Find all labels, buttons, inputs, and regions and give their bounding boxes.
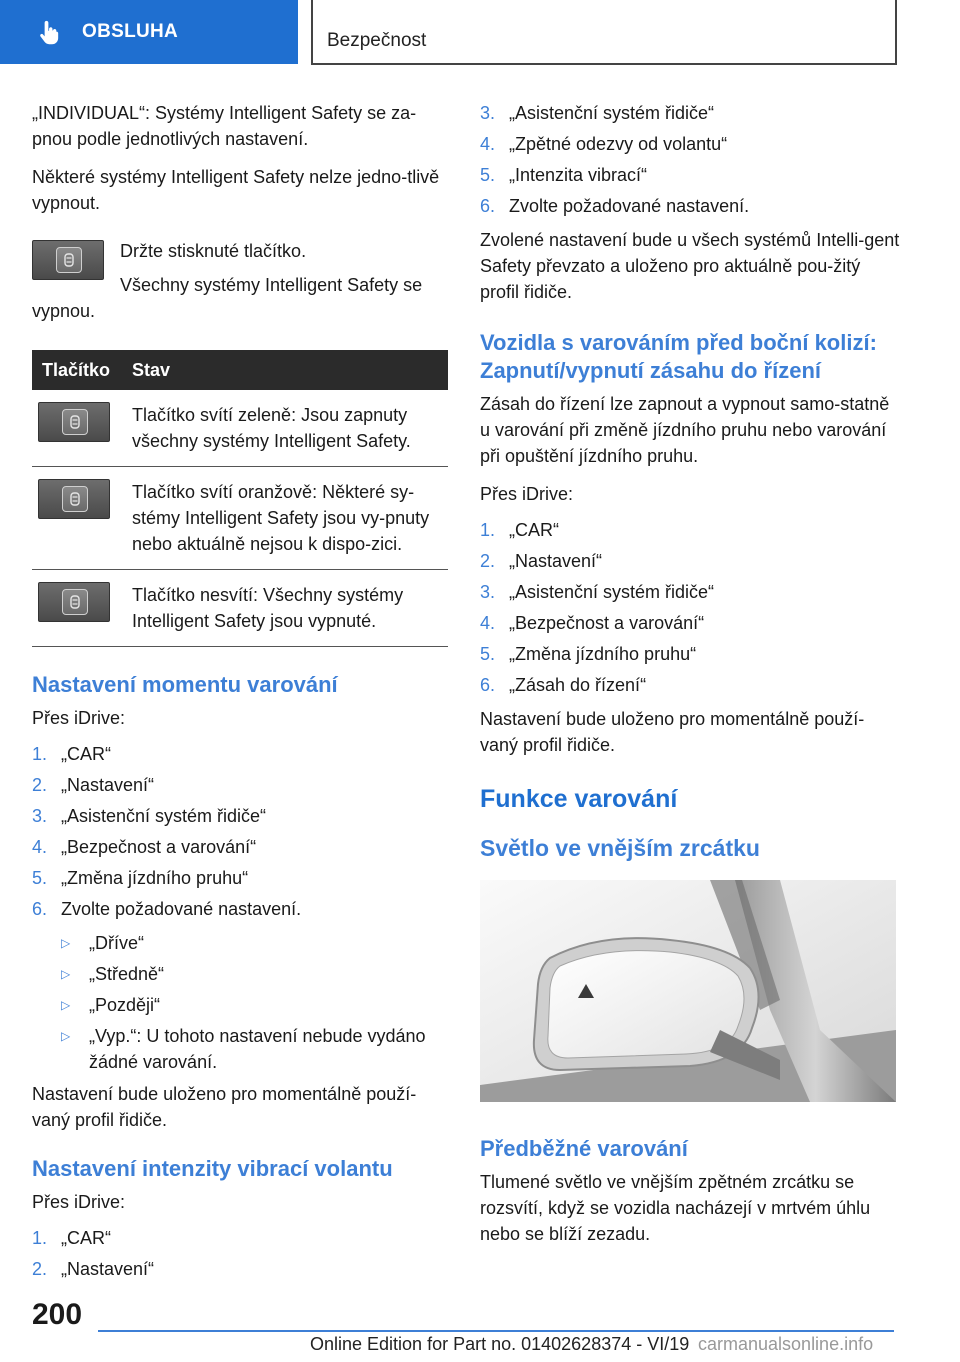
profile-note: Nastavení bude uloženo pro momentálně použí‐vaný profil řidiče. [32, 1084, 417, 1130]
watermark-text: carmanualsonline.info [698, 1334, 874, 1354]
page-number: 200 [32, 1298, 83, 1331]
section-label: OBSLUHA [82, 21, 179, 42]
table-row [32, 570, 448, 647]
profile-note: Zvolené nastavení bude u všech systémů Intelli‐gent Safety převzato a uloženo pro aktuálně pou‐žitý profil řidiče. [480, 230, 900, 302]
hand-pointer-icon [36, 18, 64, 46]
section-heading: Nastavení momentu varování [32, 672, 338, 697]
chapter-label: Bezpečnost [327, 30, 427, 51]
table-cell-state: Tlačítko svítí oranžově: Některé sy‐stémy Intelligent Safety jsou vy‐pnuty nebo aktuálně nejsou k dispo‐zici. [124, 467, 448, 570]
section-tab[interactable] [0, 0, 298, 64]
intro-paragraph-2: Některé systémy Intelligent Safety nelze jedno‐tlivě vypnout. [32, 167, 440, 213]
via-idrive: Přes iDrive: [480, 484, 574, 504]
list-item: 3. „Asistenční systém řidiče“ [480, 103, 715, 123]
table-cell-state: Tlačítko nesvítí: Všechny systémy Intelligent Safety jsou vypnuté. [124, 570, 448, 647]
list-item: 3. „Asistenční systém řidiče“ [480, 582, 715, 602]
section-heading: Vozidla s varováním před boční kolizí: Zapnutí/vypnutí zásahu do řízení [480, 330, 877, 383]
list-item: 6. Zvolte požadované nastavení. [480, 196, 750, 216]
table-header-state: Stav [124, 350, 448, 390]
right-column [480, 100, 900, 1259]
side-mirror-image [480, 880, 896, 1102]
safety-button-image [32, 240, 104, 280]
safety-car-icon [67, 414, 83, 430]
table-row [32, 390, 448, 467]
steps-list [32, 741, 450, 922]
via-idrive: Přes iDrive: [32, 708, 126, 728]
list-item: 4. „Bezpečnost a varování“ [480, 613, 705, 633]
safety-car-icon [67, 491, 83, 507]
footer-divider [98, 1330, 894, 1332]
all-off-text: Všechny systémy Intelligent Safety se vypnou. [32, 275, 423, 321]
list-item: ▷ „Dříve“ [61, 930, 450, 956]
safety-button-image [38, 479, 110, 519]
hold-text: Držte stisknuté tlačítko. [120, 241, 307, 261]
list-item: 5. „Změna jízdního pruhu“ [480, 644, 697, 664]
steps-list [480, 100, 900, 219]
safety-car-icon [67, 594, 83, 610]
list-item: 5. „Intenzita vibrací“ [480, 165, 648, 185]
list-item: 5. „Změna jízdního pruhu“ [32, 868, 249, 888]
hold-instruction [32, 238, 450, 336]
steps-list [480, 517, 900, 698]
left-column [32, 100, 450, 1290]
safety-button-image [38, 582, 110, 622]
list-item: 2. „Nastavení“ [480, 551, 603, 571]
table-row [32, 467, 448, 570]
triangle-bullet-icon: ▷ [61, 1029, 71, 1043]
list-item: 4. „Bezpečnost a varování“ [32, 837, 257, 857]
triangle-bullet-icon: ▷ [61, 936, 71, 950]
section-heading: Nastavení intenzity vibrací volantu [32, 1156, 393, 1181]
status-table [32, 350, 448, 647]
intro-paragraph: „INDIVIDUAL“: Systémy Intelligent Safety se za‐pnou podle jednotlivých nastavení. [32, 103, 417, 149]
profile-note: Nastavení bude uloženo pro momentálně použí‐vaný profil řidiče. [480, 709, 865, 755]
via-idrive: Přes iDrive: [32, 1192, 126, 1212]
main-heading: Funkce varování [480, 785, 678, 813]
chapter-tab[interactable] [311, 0, 897, 65]
section-text: Tlumené světlo ve vnějším zpětném zrcátku se rozsvítí, když se vozidla nacházejí v mrtvém úhlu nebo se blíží zezadu. [480, 1172, 871, 1244]
safety-car-icon [61, 252, 77, 268]
table-cell-state: Tlačítko svítí zeleně: Jsou zapnuty všechny systémy Intelligent Safety. [124, 390, 448, 467]
list-item: 6. Zvolte požadované nastavení. [32, 899, 302, 919]
edition-text: Online Edition for Part no. 01402628374 - VI/19 [310, 1334, 690, 1354]
list-item: 2. „Nastavení“ [32, 1259, 155, 1279]
list-item: 1. „CAR“ [32, 1228, 111, 1248]
section-text: Zásah do řízení lze zapnout a vypnout samo‐statně u varování při změně jízdního pruhu nebo varování při opuštění jízdního pruhu. [480, 394, 890, 466]
list-item: 2. „Nastavení“ [32, 775, 155, 795]
list-item: 6. „Zásah do řízení“ [480, 675, 647, 695]
list-item: ▷ „Vyp.“: U tohoto nastavení nebude vydáno žádné varování. [61, 1023, 450, 1075]
list-item: 4. „Zpětné odezvy od volantu“ [480, 134, 728, 154]
list-item: 1. „CAR“ [32, 744, 111, 764]
section-heading: Předběžné varování [480, 1136, 688, 1161]
triangle-bullet-icon: ▷ [61, 998, 71, 1012]
table-header-button: Tlačítko [32, 350, 124, 390]
list-item: 3. „Asistenční systém řidiče“ [32, 806, 267, 826]
safety-button-image [38, 402, 110, 442]
triangle-bullet-icon: ▷ [61, 967, 71, 981]
steps-list [32, 1225, 450, 1282]
options-list [61, 930, 450, 1075]
list-item: 1. „CAR“ [480, 520, 559, 540]
list-item: ▷ „Středně“ [61, 961, 450, 987]
list-item: ▷ „Později“ [61, 992, 450, 1018]
sub-heading: Světlo ve vnějším zrcátku [480, 835, 760, 861]
page-header [0, 0, 960, 66]
